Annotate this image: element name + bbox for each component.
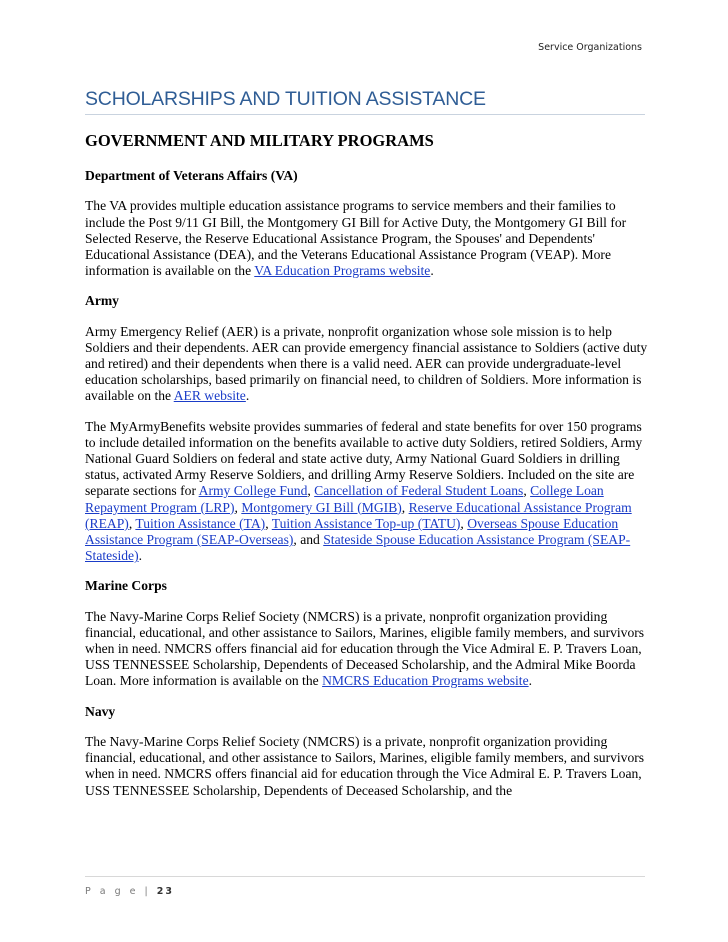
document-body bbox=[85, 133, 651, 813]
loan-repayment-program-link[interactable]: College Loan Repayment Program (LRP) bbox=[85, 483, 604, 515]
va-end: . bbox=[430, 263, 434, 279]
page-label: P a g e bbox=[85, 886, 139, 897]
marine-corps-heading: Marine Corps bbox=[85, 578, 167, 594]
section-heading: GOVERNMENT AND MILITARY PROGRAMS bbox=[85, 131, 434, 150]
tuition-assistance-link[interactable]: Tuition Assistance (TA) bbox=[135, 515, 266, 531]
army-college-fund-link[interactable]: Army College Fund bbox=[198, 483, 308, 499]
page-number: 23 bbox=[156, 886, 174, 897]
link-sep: . bbox=[138, 548, 143, 564]
page-footer: P a g e | 23 bbox=[85, 876, 645, 897]
aer-end: . bbox=[245, 388, 250, 404]
link-sep: , bbox=[523, 483, 531, 499]
aer-text: Army Emergency Relief (AER) is a private, nonprofit organization whose sole mission is to help Soldiers and their dependents. AER can provide emergency financial assistance to Soldiers (active duty and retired) and their dependents when there is a valid need. AER can provide undergraduate-level education scholarships, based primarily on financial need, to children of Soldiers. More information is available on the bbox=[85, 323, 648, 404]
cancellation-federal-loans-link[interactable]: Cancellation of Federal Student Loans bbox=[314, 483, 524, 499]
va-education-link[interactable]: VA Education Programs website bbox=[254, 263, 431, 279]
link-sep: , bbox=[307, 483, 315, 499]
marine-corps-paragraph bbox=[85, 609, 651, 690]
mgib-link[interactable]: Montgomery GI Bill (MGIB) bbox=[241, 499, 402, 515]
tatu-link[interactable]: Tuition Assistance Top-up (TATU) bbox=[271, 515, 461, 531]
va-heading: Department of Veterans Affairs (VA) bbox=[85, 168, 298, 184]
marine-corps-text: The Navy-Marine Corps Relief Society (NMCRS) is a private, nonprofit organization providing financial, educational, and other assistance to Sailors, Marines, eligible family members, and survivors when in need. NMCRS offers financial aid for education through the Vice Admiral E. P. Travers Loan, USS TENNESSEE Scholarship, Dependents of Deceased Scholarship, and the Admiral Mike Boorda Loan. More information is available on the bbox=[85, 608, 645, 689]
running-header: Service Organizations bbox=[538, 42, 642, 53]
nmcrs-education-link[interactable]: NMCRS Education Programs website bbox=[322, 673, 529, 689]
va-text: The VA provides multiple education assistance programs to service members and their families to include the Post 9/11 GI Bill, the Montgomery GI Bill for Active Duty, the Montgomery GI Bill for Selected Reserve, the Reserve Educational Assistance Program, the Spouses' and Dependents' Educational Assistance (DEA), and the Veterans Educational Assistance Program (VEAP). More information is available on the bbox=[85, 198, 627, 279]
aer-paragraph bbox=[85, 324, 651, 405]
myarmybenefits-text: The MyArmyBenefits website provides summaries of federal and state benefits for over 150 programs to include detailed information on the benefits available to active duty Soldiers, retired Soldiers, Army National Guard Soldiers on federal and state active duty, Army National Guard Soldiers in drilling status, activated Army Reserve Soldiers, and drilling Army Reserve Soldiers. Included on the site are separate sections for bbox=[85, 418, 643, 499]
link-sep: , bbox=[234, 499, 242, 515]
seap-overseas-link[interactable]: Overseas Spouse Education Assistance Program (SEAP-Overseas) bbox=[85, 515, 619, 548]
link-sep: , bbox=[128, 515, 136, 531]
va-paragraph bbox=[85, 198, 651, 279]
navy-heading: Navy bbox=[85, 703, 116, 719]
reap-link[interactable]: Reserve Educational Assistance Program (REAP) bbox=[85, 499, 632, 531]
seap-stateside-link[interactable]: Stateside Spouse Education Assistance Program (SEAP-Stateside) bbox=[85, 532, 631, 564]
link-sep: , bbox=[460, 515, 468, 531]
link-sep: , bbox=[401, 499, 409, 515]
army-heading: Army bbox=[85, 293, 119, 309]
link-sep: , bbox=[265, 515, 272, 531]
myarmybenefits-paragraph bbox=[85, 419, 651, 565]
page-title: SCHOLARSHIPS AND TUITION ASSISTANCE bbox=[85, 88, 645, 115]
link-sep: , and bbox=[293, 532, 324, 548]
aer-website-link[interactable]: AER website bbox=[173, 388, 246, 404]
navy-paragraph: The Navy-Marine Corps Relief Society (NMCRS) is a private, nonprofit organization providing financial, educational, and other assistance to Sailors, Marines, eligible family members, and survivors when in need. NMCRS offers financial aid for education through the Vice Admiral E. P. Travers Loan, USS TENNESSEE Scholarship, Dependents of Deceased Scholarship, and the bbox=[85, 733, 645, 798]
marine-corps-end: . bbox=[528, 673, 533, 689]
